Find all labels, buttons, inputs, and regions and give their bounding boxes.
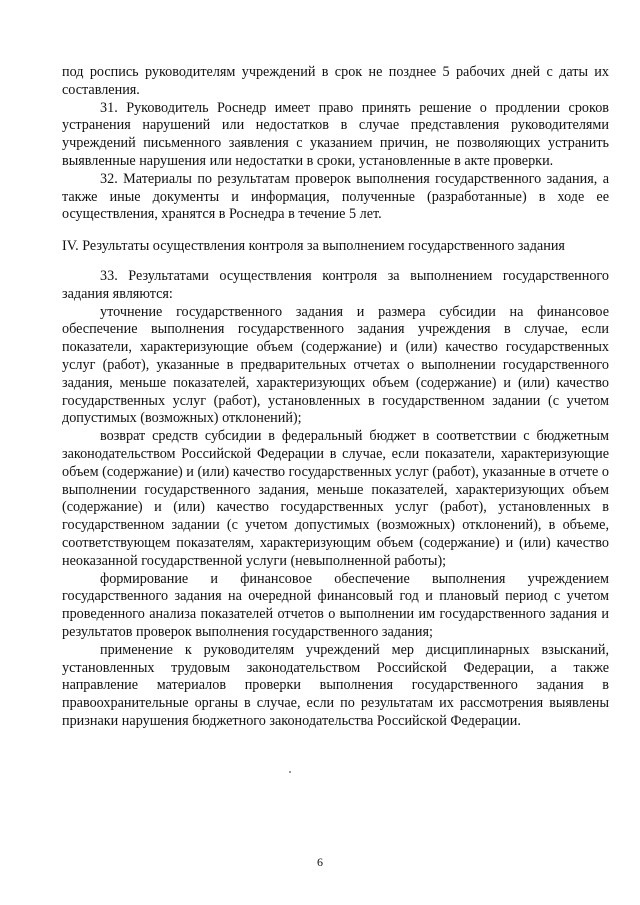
list-item-clarification: уточнение государственного задания и размера субсидии на финансовое обеспечение выполнения государственного задания учреждения в случае, если показатели, характеризующие объем (содержание) и (или) качество государственных услуг (работ), указанные в предварительных отчетах о выполнении государственного задания, меньше показателей, характеризующих объем (содержание) и (или) качество государственных услуг (работ), установленных в государственном задании (с учетом допустимых (возможных) отклонений); [62, 303, 609, 427]
page-number: 6 [317, 855, 323, 869]
document-page [62, 64, 609, 731]
section-heading: IV. Результаты осуществления контроля за выполнением государственного задания [62, 238, 565, 255]
paragraph-32: 32. Материалы по результатам проверок выполнения государственного задания, а также иные документы и информация, полученные (разработанные) в ходе ее осуществления, хранятся в Роснедра в течение 5 лет. [62, 170, 609, 223]
list-item-disciplinary: применение к руководителям учреждений мер дисциплинарных взысканий, установленных трудовым законодательством Российской Федерации, а также направление материалов проверки выполнения государственного задания в правоохранительные органы в случае, если по результатам их рассмотрения выявлены признаки нарушения бюджетного законодательства Российской Федерации. [62, 641, 609, 729]
list-item-formation: формирование и финансовое обеспечение выполнения учреждением государственного задания на очередной финансовый год и плановый период с учетом проведенного анализа показателей отчетов о выполнении им государственного задания и результатов проверок выполнения государственного задания; [62, 570, 609, 640]
list-item-refund: возврат средств субсидии в федеральный бюджет в соответствии с бюджетным законодательством Российской Федерации в случае, если показатели, характеризующие объем (содержание) и (или) качество государственных услуг (работ), указанные в отчете о выполнении государственного задания, меньше показателей, характеризующих объем (содержание) и (или) качество государственных услуг (работ), установленных в государственном задании (с учетом допустимых (возможных) отклонений), в объеме, соответствующем показателям, характеризующим объем (содержание) и (или) качество неоказанной государственной услуги (невыполненной работы); [62, 428, 609, 569]
paragraph-33: 33. Результатами осуществления контроля за выполнением государственного задания являются: [62, 267, 609, 302]
scan-speck [289, 771, 291, 773]
paragraph-31: 31. Руководитель Роснедр имеет право принять решение о продлении сроков устранения нарушений или недостатков в случае представления руководителями учреждений письменного заявления с указанием причин, не позволяющих устранить выявленные нарушения или недостатки в сроки, установленные в акте проверки. [62, 99, 609, 169]
paragraph-continuation: под роспись руководителям учреждений в срок не позднее 5 рабочих дней с даты их составления. [62, 64, 609, 98]
